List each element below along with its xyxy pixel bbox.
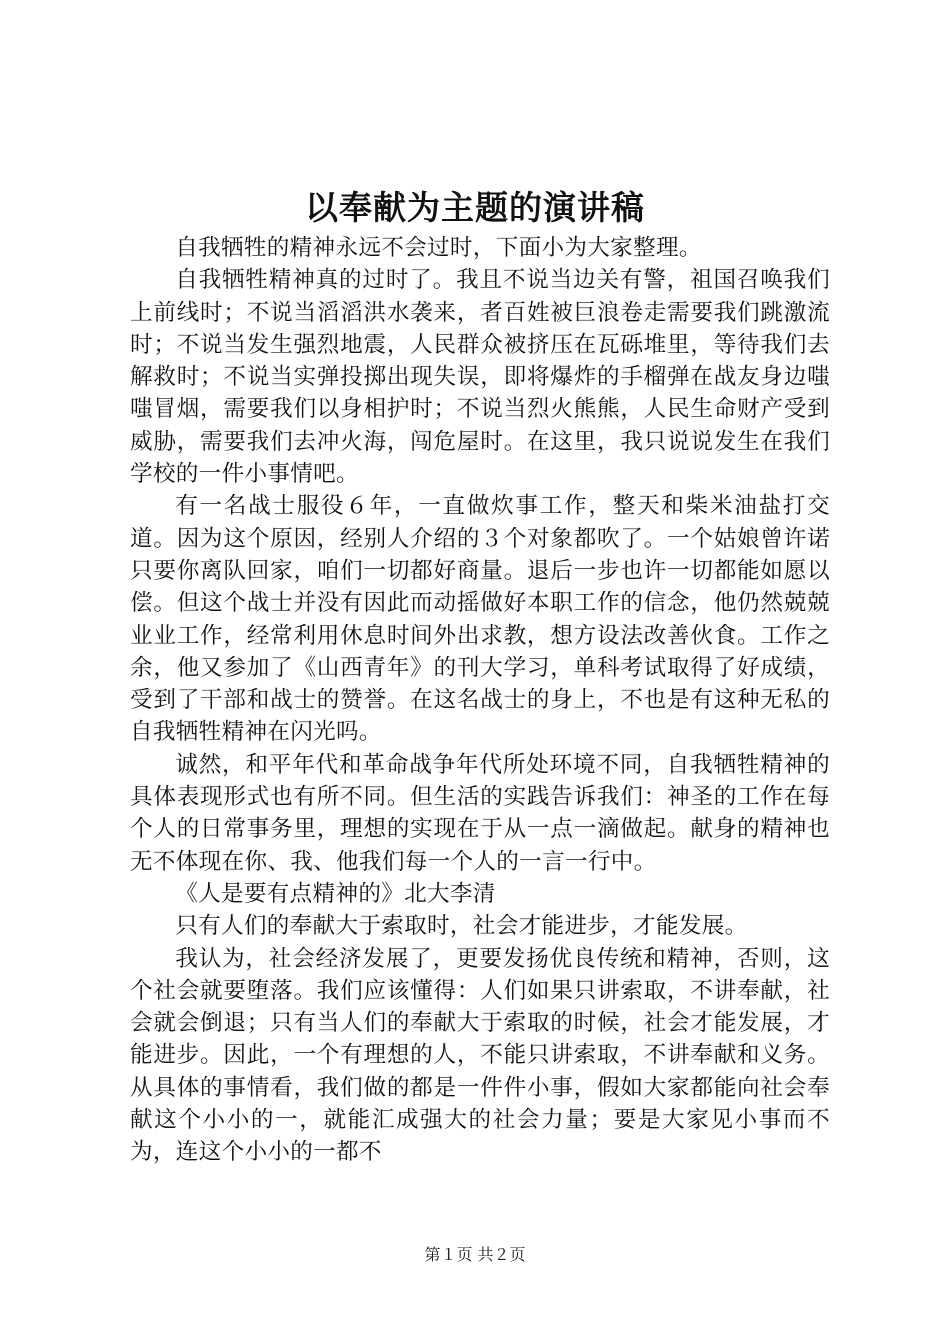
paragraph-opinion: 我认为，社会经济发展了，更要发扬优良传统和精神，否则，这个社会就要堕落。我们应该懂得：人们如果只讲索取，不讲奉献，社会就会倒退；只有当人们的奉献大于索取的时候，社会才能发展，才能进步。因此，一个有理想的人，不能只讲索取，不讲奉献和义务。从具体的事情看，我们做的都是一件件小事，假如大家都能向社会奉献这个小小的一，就能汇成强大的社会力量；要是大家见小事而不为，连这个小小的一都不 [130,945,830,1166]
paragraph-contribution: 只有人们的奉献大于索取时，社会才能进步，才能发展。 [175,913,748,940]
paragraph-soldier-story: 有一名战士服役６年，一直做炊事工作，整天和柴米油盐打交道。因为这个原因，经别人介绍的３个对象都吹了。一个姑娘曾许诺只要你离队回家，咱们一切都好商量。退后一步也许一切都能如愿以偿。但这个战士并没有因此而动摇做好本职工作的信念，他仍然兢兢业业工作，经常利用休息时间外出求教，想方设法改善伙食。工作之余，他又参加了《山西青年》的刊大学习，单科考试取得了好成绩，受到了干部和战士的赞誉。在这名战士的身上，不也是有这种无私的自我牺牲精神在闪光吗。 [130,493,830,746]
document-title: 以奉献为主题的演讲稿 [305,188,645,227]
paragraph-self-sacrifice: 自我牺牲精神真的过时了。我且不说当边关有警，祖国召唤我们上前线时；不说当滔滔洪水袭来，者百姓被巨浪卷走需要我们跳激流时；不说当发生强烈地震，人民群众被挤压在瓦砾堆里，等待我们去解救时；不说当实弹投掷出现失误，即将爆炸的手榴弹在战友身边嗤嗤冒烟，需要我们以身相护时；不说当烈火熊熊，人民生命财产受到威胁，需要我们去冲火海，闯危屋时。在这里，我只说说发生在我们学校的一件小事情吧。 [130,267,830,488]
document-body [130,232,830,1169]
paragraph-citation: 《人是要有点精神的》北大李清 [175,880,496,907]
page-footer: 第１页 共２页 [424,1245,526,1264]
paragraph-intro: 自我牺牲的精神永远不会过时，下面小为大家整理。 [175,235,702,261]
paragraph-peacetime: 诚然，和平年代和革命战争年代所处环境不同，自我牺牲精神的具体表现形式也有所不同。但生活的实践告诉我们：神圣的工作在每个人的日常事务里，理想的实现在于从一点一滴做起。献身的精神也无不体现在你、我、他我们每一个人的一言一行中。 [130,751,830,875]
